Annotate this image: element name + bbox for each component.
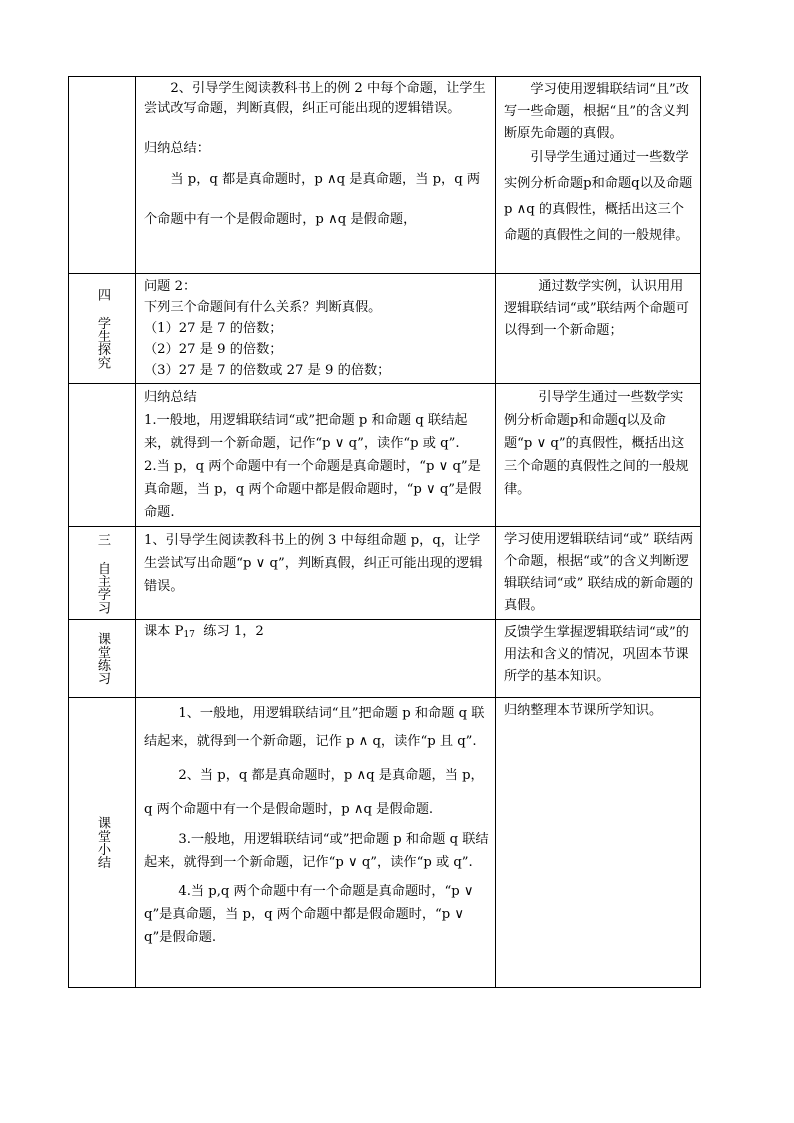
lesson-plan-table <box>68 76 701 988</box>
recap-text: 1、一般地，用逻辑联结词“且”把命题 p 和命题 q 联结起来，就得到一个新命题，记作 p ∧ q，读作“p 且 q”. <box>144 706 485 749</box>
row-label-cell <box>69 698 136 988</box>
problem-question: 下列三个命题间有什么关系？判断真假。 <box>144 300 382 315</box>
summary-text: 2.当 p，q 两个命题中有一个命题是真命题时，“p ∨ q”是真命题，当 p，q 两个命题中都是假命题时，“p ∨ q”是假命题. <box>144 459 482 520</box>
table-row <box>69 527 701 620</box>
notes-cell <box>496 77 701 274</box>
row-label: 四 学生探究 <box>95 288 110 369</box>
summary-line: 个命题中有一个是假命题时，p ∧q 是假命题， <box>144 212 417 227</box>
table-row <box>69 77 701 274</box>
row-label: 课堂小结 <box>95 816 110 869</box>
exercise-text <box>144 622 489 645</box>
row-label: 课堂练习 <box>95 632 110 685</box>
summary-line: 当 p，q 都是真命题时，p ∧q 是真命题，当 p，q 两 <box>170 172 481 187</box>
activity-text: 1、引导学生阅读教科书上的例 3 中每组命题 p，q，让学生尝试写出命题“p ∨ q”，判断真假，纠正可能出现的逻辑错误。 <box>144 533 483 594</box>
notes-cell <box>496 274 701 384</box>
problem-title: 问题 2： <box>144 279 197 294</box>
note-text: 通过数学实例，认识用用逻辑联结词“或”联结两个命题可以得到一个新命题； <box>504 279 689 338</box>
note-text: 归纳整理本节课所学知识。 <box>504 703 663 718</box>
row-label-cell <box>69 274 136 384</box>
recap-text: 4.当 p,q 两个命题中有一个命题是真命题时，“p ∨ q”是真命题，当 p，q 两个命题中都是假命题时，“p ∨ q”是假命题. <box>144 884 474 945</box>
recap-text: 2、当 p，q 都是真命题时，p ∧q 是真命题，当 p， <box>178 768 484 783</box>
summary-heading: 归纳总结： <box>144 141 210 156</box>
content-cell <box>136 384 496 527</box>
exercise-page-sub: 17 <box>183 630 195 640</box>
exercise-text-b: 练习 1，2 <box>194 624 264 639</box>
exercise-text-a: 课本 P <box>144 624 184 639</box>
table-row <box>69 274 701 384</box>
notes-cell <box>496 527 701 620</box>
notes-cell <box>496 384 701 527</box>
problem-item: （3）27 是 7 的倍数或 27 是 9 的倍数； <box>144 363 391 378</box>
content-cell <box>136 77 496 274</box>
note-text: 学习使用逻辑联结词“或” 联结两个命题，根据“或”的含义判断逻辑联结词“或” 联结成的新命题的真假。 <box>504 532 694 613</box>
table-row <box>69 620 701 698</box>
content-cell <box>136 620 496 698</box>
recap-text: 3.一般地，用逻辑联结词“或”把命题 p 和命题 q 联结起来，就得到一个新命题，记作“p ∨ q”，读作“p 或 q”. <box>144 832 489 870</box>
content-cell <box>136 274 496 384</box>
summary-text: 1.一般地，用逻辑联结词“或”把命题 p 和命题 q 联结起来，就得到一个新命题，记作“p ∨ q”，读作“p 或 q”. <box>144 413 468 451</box>
problem-item: （1）27 是 7 的倍数； <box>144 321 283 336</box>
note-text: 反馈学生掌握逻辑联结词“或”的用法和含义的情况，巩固本节课所学的基本知识。 <box>504 625 689 684</box>
note-text: 引导学生通过通过一些数学实例分析命题p和命题q以及命题 p ∧q 的真假性，概括出这三个命题的真假性之间的一般规律。 <box>504 150 693 243</box>
content-cell <box>136 698 496 988</box>
row-label-cell <box>69 384 136 527</box>
notes-cell <box>496 698 701 988</box>
content-cell <box>136 527 496 620</box>
row-label-cell <box>69 77 136 274</box>
note-text: 学习使用逻辑联结词“且”改写一些命题，根据“且”的含义判断原先命题的真假。 <box>504 82 689 141</box>
notes-cell <box>496 620 701 698</box>
intro-text: 2、引导学生阅读教科书上的例 2 中每个命题，让学生尝试改写命题，判断真假，纠正可能出现的逻辑错误。 <box>144 81 486 116</box>
table-row <box>69 384 701 527</box>
summary-heading: 归纳总结 <box>144 390 197 405</box>
row-label-cell <box>69 527 136 620</box>
problem-item: （2）27 是 9 的倍数； <box>144 342 283 357</box>
note-text: 引导学生通过一些数学实例分析命题p和命题q以及命题“p ∨ q”的真假性，概括出这三个命题的真假性之间的一般规律。 <box>504 390 689 497</box>
table-row <box>69 698 701 988</box>
row-label-cell <box>69 620 136 698</box>
row-label: 三 自主学习 <box>95 532 110 614</box>
recap-text: q 两个命题中有一个是假命题时，p ∧q 是假命题. <box>144 802 434 817</box>
